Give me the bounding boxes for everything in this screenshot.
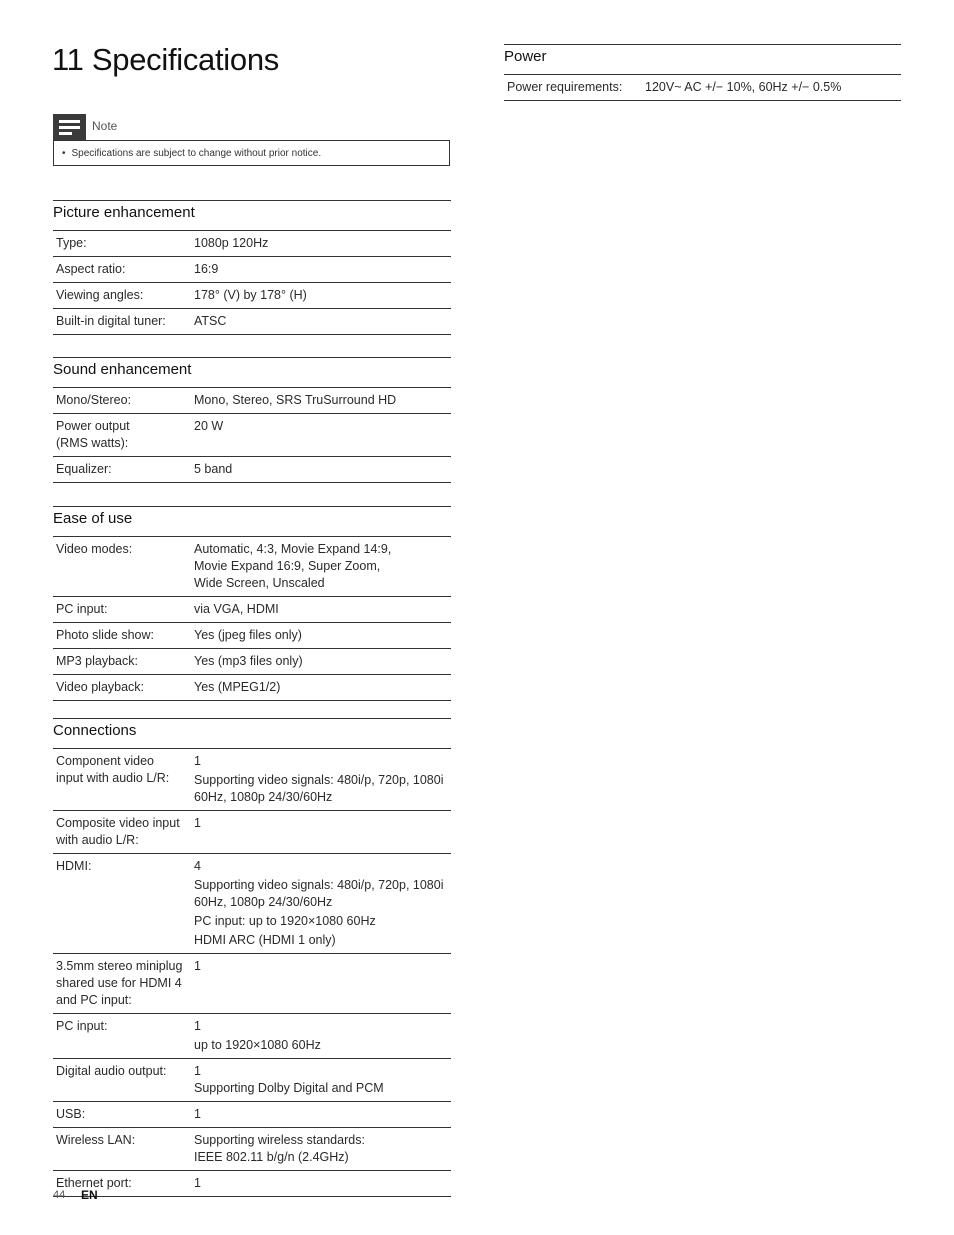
- spec-label: Composite video input with audio L/R:: [53, 811, 194, 854]
- spec-value: 20 W: [194, 419, 224, 433]
- spec-value: 1: [194, 1176, 201, 1190]
- spec-label: PC input:: [53, 1014, 194, 1059]
- spec-value-cell: [194, 388, 451, 414]
- spec-label: Mono/Stereo:: [53, 388, 194, 414]
- note-box: [53, 140, 450, 166]
- spec-value-cell: [194, 749, 451, 811]
- spec-label: Aspect ratio:: [53, 257, 194, 283]
- spec-row: [53, 414, 451, 457]
- spec-table: [53, 231, 451, 335]
- section-heading: Power: [504, 44, 901, 75]
- spec-value: Yes (jpeg files only): [194, 628, 302, 642]
- spec-label: Video modes:: [53, 537, 194, 597]
- spec-row: [53, 1171, 451, 1197]
- spec-value: Yes (MPEG1/2): [194, 680, 281, 694]
- spec-label: Component video input with audio L/R:: [53, 749, 194, 811]
- spec-value: 1: [194, 1019, 201, 1033]
- spec-value-cell: [194, 1171, 451, 1197]
- page-number: 44: [53, 1189, 66, 1201]
- spec-value: 1: [194, 959, 201, 973]
- spec-label: Video playback:: [53, 675, 194, 701]
- spec-value: Automatic, 4:3, Movie Expand 14:9, Movie Expand 16:9, Super Zoom, Wide Screen, Unscaled: [194, 542, 392, 590]
- note-icon: [53, 114, 86, 140]
- spec-value-cell: [194, 854, 451, 954]
- bullet-icon: •: [62, 148, 66, 159]
- spec-value: Yes (mp3 files only): [194, 654, 303, 668]
- spec-value-cell: [194, 1102, 451, 1128]
- spec-value-cell: [194, 597, 451, 623]
- spec-row: [53, 811, 451, 854]
- spec-value: up to 1920×1080 60Hz: [194, 1038, 321, 1052]
- spec-row: [53, 675, 451, 701]
- spec-value-cell: [194, 675, 451, 701]
- spec-row: [53, 954, 451, 1014]
- spec-row: [53, 1102, 451, 1128]
- spec-value: 1080p 120Hz: [194, 236, 269, 250]
- spec-value-cell: [194, 414, 451, 457]
- spec-row: [53, 854, 451, 954]
- spec-label: Power requirements:: [504, 75, 645, 101]
- note-label: Note: [92, 119, 118, 133]
- spec-value-cell: [194, 649, 451, 675]
- spec-label: Photo slide show:: [53, 623, 194, 649]
- spec-value: 16:9: [194, 262, 219, 276]
- section-heading: Sound enhancement: [53, 357, 451, 388]
- spec-value-cell: [194, 1014, 451, 1059]
- spec-row: [53, 457, 451, 483]
- section-connections: [53, 718, 451, 1197]
- language-code: EN: [81, 1188, 98, 1202]
- section-sound-enhancement: [53, 357, 451, 483]
- spec-row: [53, 257, 451, 283]
- spec-value-cell: [194, 954, 451, 1014]
- spec-value: ATSC: [194, 314, 227, 328]
- spec-value: 178° (V) by 178° (H): [194, 288, 307, 302]
- spec-label: MP3 playback:: [53, 649, 194, 675]
- spec-value: via VGA, HDMI: [194, 602, 279, 616]
- spec-label: Viewing angles:: [53, 283, 194, 309]
- spec-value-cell: [194, 1128, 451, 1171]
- spec-row: [504, 75, 901, 101]
- spec-value-cell: [194, 1059, 451, 1102]
- spec-row: [53, 309, 451, 335]
- spec-value: 1: [194, 1107, 201, 1121]
- spec-value: Supporting video signals: 480i/p, 720p, 1080i 60Hz, 1080p 24/30/60Hz: [194, 878, 444, 909]
- section-heading: Connections: [53, 718, 451, 749]
- spec-label: Wireless LAN:: [53, 1128, 194, 1171]
- spec-table: [53, 388, 451, 483]
- spec-row: [53, 1014, 451, 1059]
- spec-label: Digital audio output:: [53, 1059, 194, 1102]
- spec-label: Power output (RMS watts):: [53, 414, 194, 457]
- spec-value-cell: [194, 283, 451, 309]
- note-text: Specifications are subject to change without prior notice.: [71, 148, 322, 159]
- page-title: 11 Specifications: [52, 42, 279, 77]
- spec-row: [53, 623, 451, 649]
- spec-label: USB:: [53, 1102, 194, 1128]
- spec-label: Built-in digital tuner:: [53, 309, 194, 335]
- spec-value-cell: [194, 309, 451, 335]
- spec-value: Mono, Stereo, SRS TruSurround HD: [194, 393, 397, 407]
- spec-value: 1: [194, 754, 201, 768]
- section-ease-of-use: [53, 506, 451, 701]
- spec-table: [53, 749, 451, 1197]
- spec-value-cell: [645, 75, 901, 101]
- spec-row: [53, 1059, 451, 1102]
- spec-value-cell: [194, 257, 451, 283]
- spec-value: 120V~ AC +/− 10%, 60Hz +/− 0.5%: [645, 80, 842, 94]
- spec-value-cell: [194, 811, 451, 854]
- spec-row: [53, 1128, 451, 1171]
- spec-row: [53, 649, 451, 675]
- spec-label: 3.5mm stereo miniplug shared use for HDMI 4 and PC input:: [53, 954, 194, 1014]
- spec-value-cell: [194, 537, 451, 597]
- spec-label: HDMI:: [53, 854, 194, 954]
- spec-table: [53, 537, 451, 701]
- section-heading: Ease of use: [53, 506, 451, 537]
- spec-value-cell: [194, 231, 451, 257]
- spec-value-cell: [194, 623, 451, 649]
- spec-row: [53, 537, 451, 597]
- spec-value: 4: [194, 859, 201, 873]
- spec-row: [53, 231, 451, 257]
- spec-label: Type:: [53, 231, 194, 257]
- section-heading: Picture enhancement: [53, 200, 451, 231]
- spec-label: Ethernet port:: [53, 1171, 194, 1197]
- spec-value: 5 band: [194, 462, 233, 476]
- section-power: [504, 44, 901, 101]
- section-picture-enhancement: [53, 200, 451, 335]
- spec-row: [53, 388, 451, 414]
- spec-value: Supporting video signals: 480i/p, 720p, 1080i 60Hz, 1080p 24/30/60Hz: [194, 773, 444, 804]
- spec-row: [53, 597, 451, 623]
- spec-value: Supporting wireless standards: IEEE 802.11 b/g/n (2.4GHz): [194, 1133, 365, 1164]
- spec-value: HDMI ARC (HDMI 1 only): [194, 933, 336, 947]
- spec-value-cell: [194, 457, 451, 483]
- spec-value: 1: [194, 816, 201, 830]
- spec-label: PC input:: [53, 597, 194, 623]
- spec-value: PC input: up to 1920×1080 60Hz: [194, 914, 376, 928]
- spec-table: [504, 75, 901, 101]
- spec-row: [53, 283, 451, 309]
- spec-label: Equalizer:: [53, 457, 194, 483]
- spec-row: [53, 749, 451, 811]
- spec-value: 1 Supporting Dolby Digital and PCM: [194, 1064, 384, 1095]
